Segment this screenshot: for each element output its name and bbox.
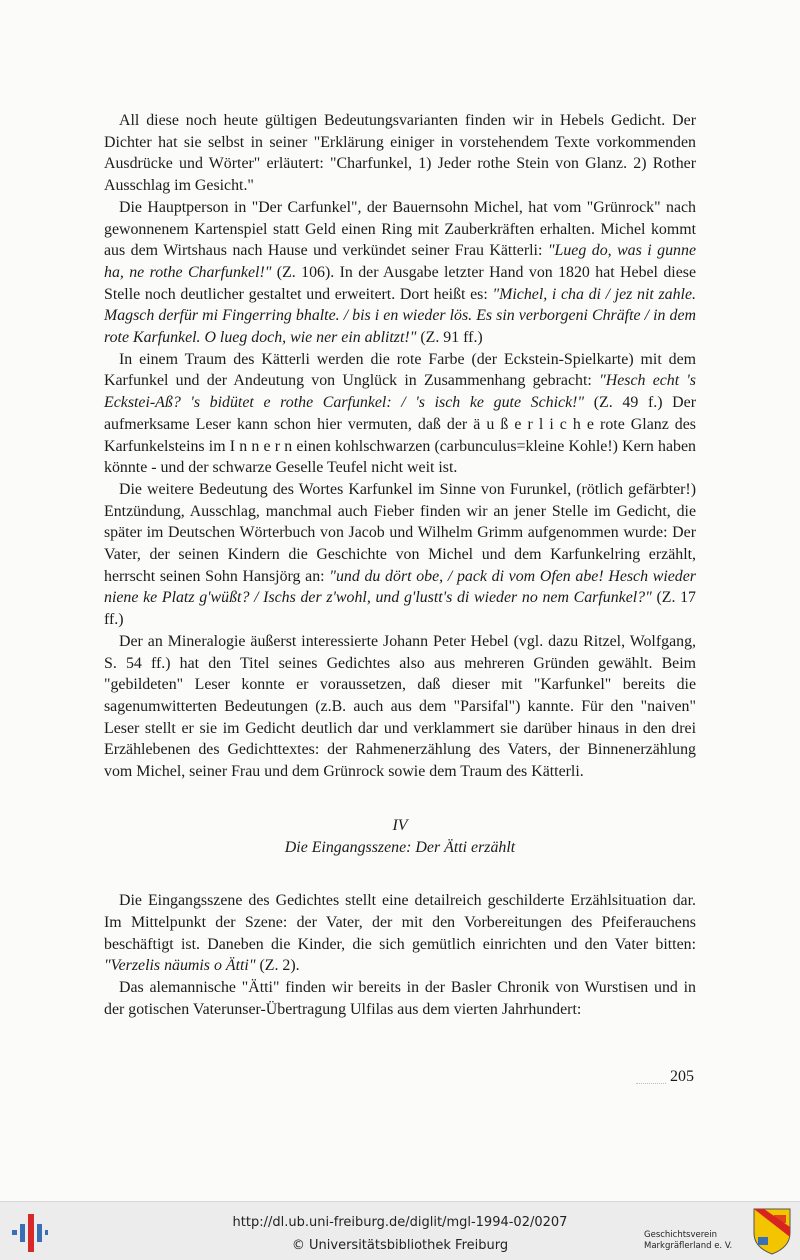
society-name (644, 1230, 732, 1252)
section-number: IV (392, 816, 408, 834)
quotation: "Michel, i cha di / jez nit zahle. Magsch derfür mi Fingerring bhalte. / bis i en wieder lös. Es sin verborgeni Chräfte / in dem rote Karfunkel. O lueg doch, wie ner ein ablitzt!" (104, 285, 696, 347)
paragraph (104, 349, 696, 479)
society-name-line1: Geschichtsverein (644, 1230, 718, 1240)
page-number: 205 (670, 1068, 694, 1085)
footer-bar (0, 1201, 800, 1260)
text-run: (Z. 106). In der Ausgabe letzter Hand von 1820 hat Hebel diese Stelle noch deutlicher gestaltet und erweitert. Dort heißt es: (104, 263, 697, 303)
society-name-line2: Markgräflerland e. V. (644, 1241, 733, 1251)
section-title: Die Eingangsszene: Der Ätti erzählt (284, 838, 516, 856)
quotation: "Verzelis näumis o Ätti" (104, 957, 256, 975)
text-run: In einem Traum des Kätterli werden die rote Farbe (der Eckstein-Spielkarte) mit dem Karfunkel und der Andeutung von Unglück in Zusammenhang gebracht: (104, 350, 696, 390)
paragraph (104, 890, 696, 977)
paragraph (104, 110, 696, 197)
text-run: Die Eingangsszene des Gedichtes stellt eine detailreich geschilderte Erzählsituation dar. Im Mittelpunkt der Szene: der Vater, der mit den Vorbereitungen des Pfeiferauchens beschäftigt ist. Daneben die Kinder, die sich gemütlich einrichten und den Vater bitten: (104, 892, 696, 953)
text-run: Die Hauptperson in "Der Carfunkel", der Bauernsohn Michel, hat vom "Grünrock" nach gewonnenem Kartenspiel statt Geld einen Ring mit Zauberkräften erhalten. Michel kommt aus dem Wirtshaus nach Hause und verkündet seiner Frau Kätterli: (104, 198, 696, 260)
text-run: (Z. 49 f.) Der aufmerksame Leser kann schon hier vermuten, daß der ä u ß e r l i c h e rote Glanz des Karfunkelsteins im I n n e r n einen kohlschwarzen (carbunculus=kleine Kohle!) Kern haben könnte - und der schwarze Geselle Teufel nicht weit ist. (104, 394, 696, 477)
text-run: (Z. 17 ff.) (104, 589, 697, 629)
text-run: (Z. 2). (255, 957, 300, 975)
paragraph (104, 197, 696, 349)
coat-of-arms-icon (752, 1207, 792, 1255)
paragraphs-block-1 (104, 110, 696, 783)
quotation: "und du dört obe, / pack di vom Ofen abe! Hesch wieder niene ke Platz g'wüßt? / Ischs der z'wohl, und g'lustt's di wieder no nem Carfunkel?" (104, 567, 696, 607)
text-run: All diese noch heute gültigen Bedeutungsvarianten finden wir in Hebels Gedicht. Der Dichter hat sie selbst in seiner "Erklärung einiger in vorstehendem Texte vorkommenden Ausdrücke und Wörter" erläutert: "Charfunkel, 1) Jeder rothe Stein von Glanz. 2) Rother Ausschlag im Gesicht." (104, 112, 696, 195)
main-text (104, 110, 696, 1020)
quotation: "Hesch echt 's Eckstei-Aß? 's bidütet e rothe Carfunkel: / 's isch ke gute Schick!" (104, 372, 696, 412)
footer-url-link[interactable]: http://dl.ub.uni-freiburg.de/diglit/mgl-1994-02/0207 (232, 1215, 568, 1230)
text-run: Das alemannische "Ätti" finden wir bereits in der Basler Chronik von Wurstisen und in der gotischen Vaterunser-Übertragung Ulfilas aus dem vierten Jahrhundert: (104, 979, 696, 1018)
paragraphs-block-2 (104, 890, 696, 1020)
text-run: Die weitere Bedeutung des Wortes Karfunkel im Sinne von Furunkel, (rötlich gefärbter!) Entzündung, Ausschlag, manchmal auch Fieber finden wir an jener Stelle im Gedicht, die später im Deutschen Wörterbuch von Jacob und Wilhelm Grimm aufgenommen wurde: Der Vater, der seinen Kindern die Geschichte von Michel und dem Karfunkelring erzählt, herrscht seinen Sohn Hansjörg an: (104, 480, 696, 585)
text-run: (Z. 91 ff.) (416, 329, 483, 347)
text-run: Der an Mineralogie äußerst interessierte Johann Peter Hebel (vgl. dazu Ritzel, Wolfgang, S. 54 ff.) hat den Titel seines Gedichtes also aus mehreren Gründen gewählt. Beim "gebildeten" Leser konnte er voraussetzen, daß dieser mit "Karfunkel" bereits die sagenumwitterten Bedeutungen (z.B. auch aus dem "Parsifal") kannte. Für den "naiven" Leser stellt er sie im Gedicht deutlich dar und verklammert sie darüber hinaus in den drei Erzählebenen des Gedichttextes: der Rahmenerzählung des Vaters, der Binnenerzählung vom Michel, seiner Frau und dem Grünrock sowie dem Traum des Kätterli. (104, 632, 696, 781)
paragraph (104, 631, 696, 783)
quotation: "Lueg do, was i gunne ha, ne rothe Charfunkel!" (104, 242, 696, 281)
paragraph (104, 977, 696, 1020)
paragraph (104, 479, 696, 631)
footer-copyright: © Universitätsbibliothek Freiburg (291, 1238, 509, 1253)
